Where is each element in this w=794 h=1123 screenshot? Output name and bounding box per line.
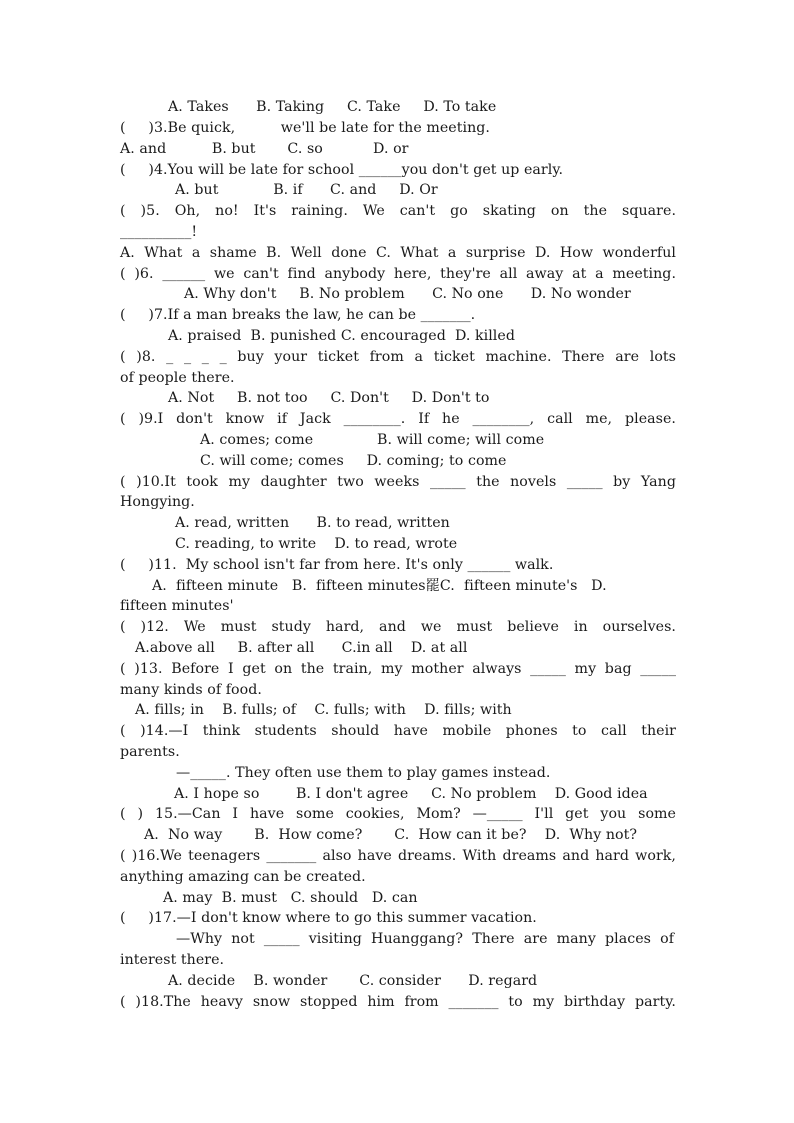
q2-options: A. Takes B. Taking C. Take D. To take	[168, 99, 497, 115]
q5-options: A. What a shame B. Well done C. What a surprise D. How wonderful	[120, 245, 676, 261]
q5-stem: ( )5. Oh, no! It's raining. We can't go skating on the square.	[120, 203, 676, 219]
q11-options: A. fifteen minute B. fifteen minutes罷C. fifteen minute's D.	[152, 578, 607, 594]
q17-options: A. decide B. wonder C. consider D. regard	[168, 973, 538, 989]
q8-stem-cont: of people there.	[120, 370, 235, 386]
q16-options: A. may B. must C. should D. can	[163, 890, 418, 906]
q12-options: A.above all B. after all C.in all D. at all	[135, 640, 468, 656]
q15-stem: ( ) 15.—Can I have some cookies, Mom? —_____ I'll get you some	[120, 806, 676, 822]
q17-stem: ( )17.—I don't know where to go this summer vacation.	[120, 910, 537, 926]
q11-options-cont: fifteen minutes'	[120, 598, 234, 614]
q10-stem-cont: Hongying.	[120, 494, 195, 510]
q8-options: A. Not B. not too C. Don't D. Don't to	[168, 390, 490, 406]
q6-stem: ( )6. ______ we can't find anybody here, they're all away at a meeting.	[120, 266, 676, 282]
q17-stem-cont: interest there.	[120, 952, 225, 968]
q6-options: A. Why don't B. No problem C. No one D. No wonder	[184, 286, 631, 302]
q18-stem: ( )18.The heavy snow stopped him from _______ to my birthday party.	[120, 994, 676, 1010]
q9-stem: ( )9.I don't know if Jack ________. If he ________, call me, please.	[120, 411, 676, 427]
q13-stem: ( )13. Before I get on the train, my mother always _____ my bag _____	[120, 661, 676, 677]
q14-options: A. I hope so B. I don't agree C. No problem D. Good idea	[174, 786, 648, 802]
q17-stem-reply: —Why not _____ visiting Huanggang? There are many places of	[176, 931, 674, 947]
q3-options: A. and B. but C. so D. or	[120, 141, 409, 157]
q10-stem: ( )10.It took my daughter two weeks _____ the novels _____ by Yang	[120, 474, 676, 490]
q7-stem: ( )7.If a man breaks the law, he can be _______.	[120, 307, 476, 323]
q11-stem: ( )11. My school isn't far from here. It's only ______ walk.	[120, 557, 554, 573]
q14-stem: ( )14.—I think students should have mobile phones to call their	[120, 723, 676, 739]
q8-stem: ( )8. _ _ _ _ buy your ticket from a ticket machine. There are lots	[120, 349, 676, 365]
q7-options: A. praised B. punished C. encouraged D. killed	[168, 328, 515, 344]
q9-options-ab: A. comes; come B. will come; will come	[200, 432, 545, 448]
q9-options-cd: C. will come; comes D. coming; to come	[200, 453, 507, 469]
q16-stem: ( )16.We teenagers _______ also have dreams. With dreams and hard work,	[120, 848, 676, 864]
q4-stem: ( )4.You will be late for school ______you don't get up early.	[120, 162, 564, 178]
q14-stem-cont: parents.	[120, 744, 180, 760]
q5-stem-cont: __________!	[120, 224, 198, 240]
q3-stem: ( )3.Be quick, we'll be late for the meeting.	[120, 120, 490, 136]
q10-options-ab: A. read, written B. to read, written	[175, 515, 450, 531]
q12-stem: ( )12. We must study hard, and we must believe in ourselves.	[120, 619, 676, 635]
q4-options: A. but B. if C. and D. Or	[175, 182, 438, 198]
q13-options: A. fills; in B. fulls; of C. fulls; with D. fills; with	[135, 702, 512, 718]
q14-stem-reply: —_____. They often use them to play games instead.	[176, 765, 551, 781]
q15-options: A. No way B. How come? C. How can it be? D. Why not?	[144, 827, 638, 843]
q13-stem-cont: many kinds of food.	[120, 682, 262, 698]
q16-stem-cont: anything amazing can be created.	[120, 869, 366, 885]
q10-options-cd: C. reading, to write D. to read, wrote	[175, 536, 458, 552]
